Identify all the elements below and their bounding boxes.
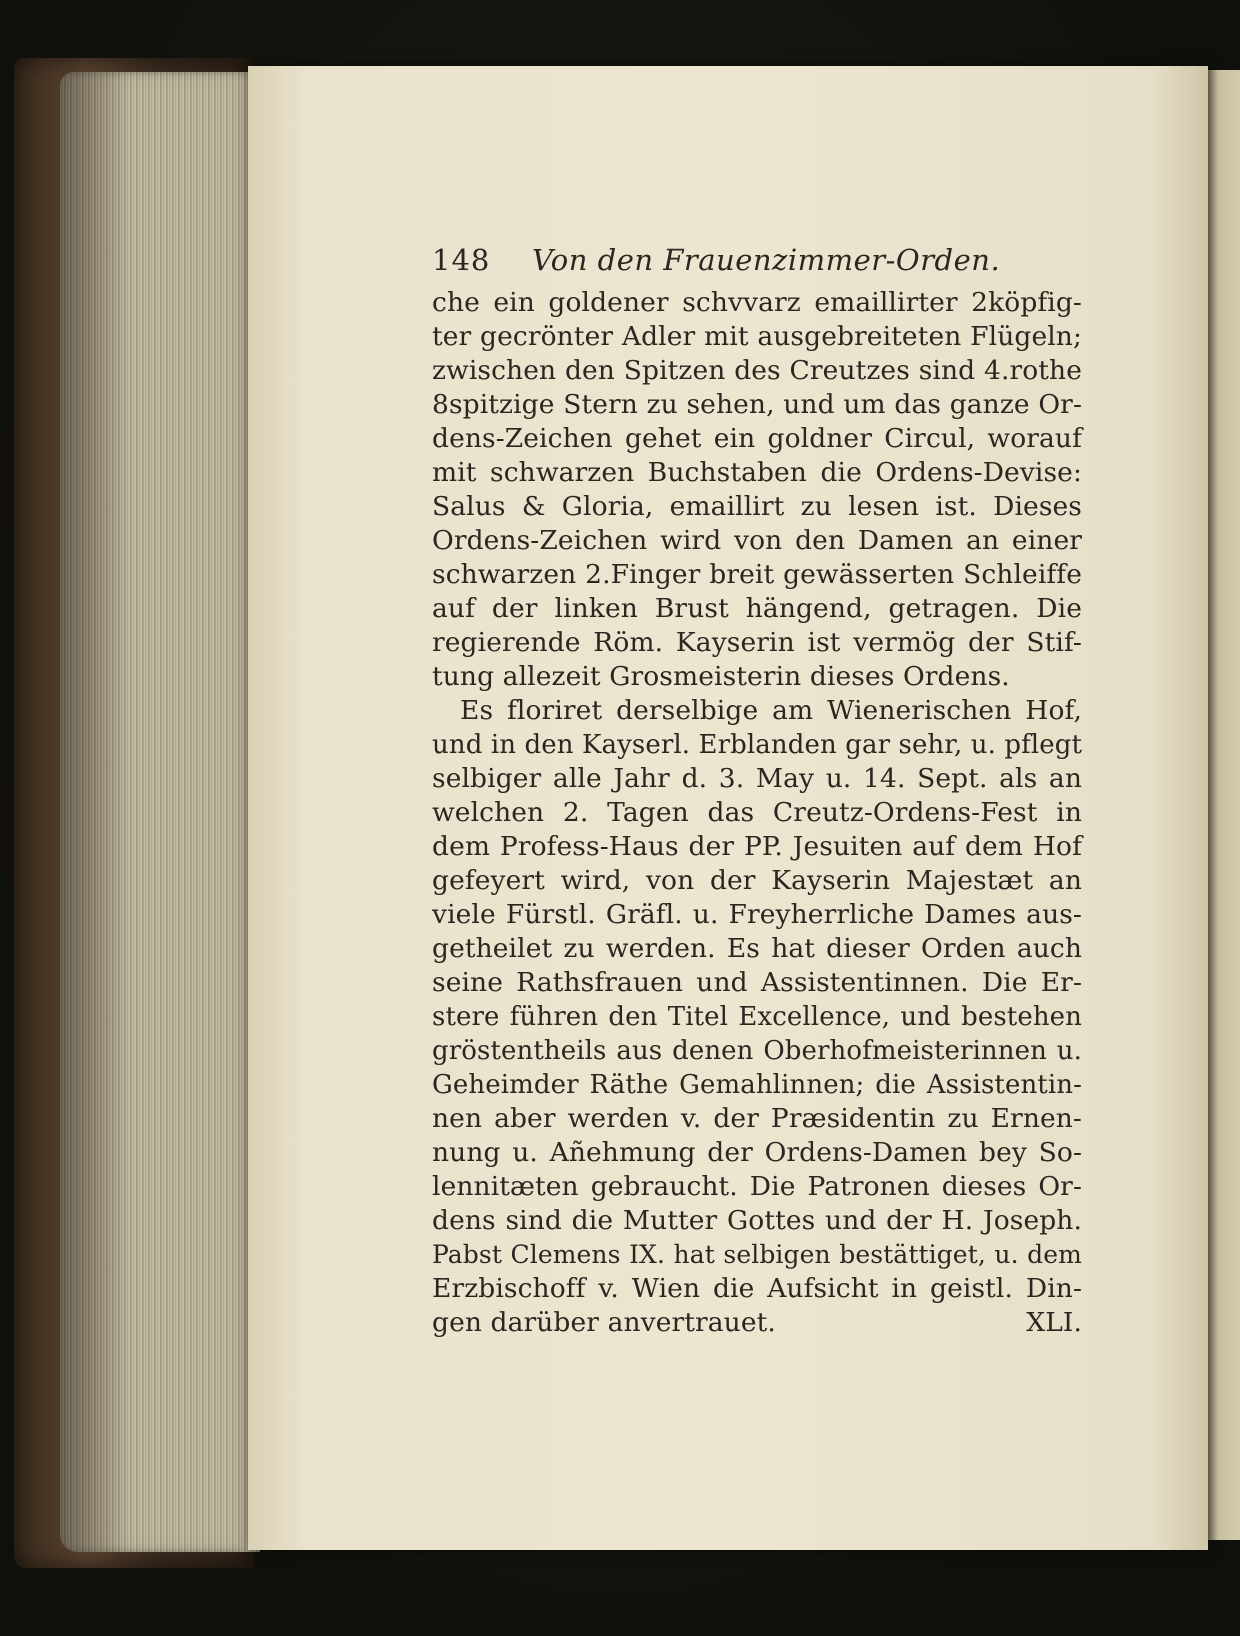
text-line: lennitæten gebraucht. Die Patronen dieses Or- <box>432 1171 1082 1202</box>
text-line: mit schwarzen Buchstaben die Ordens-Devise: <box>432 457 1082 488</box>
text-line: stere führen den Titel Excellence, und bestehen <box>432 1002 1082 1032</box>
text-line: Salus & Gloria, emaillirt zu lesen ist. Dieses <box>432 491 1082 522</box>
catchword: XLI. <box>1026 1307 1082 1338</box>
text-line: nung u. Añehmung der Ordens-Damen bey So- <box>432 1137 1082 1168</box>
text-line: dem Profess-Haus der PP. Jesuiten auf dem Hof <box>432 831 1082 862</box>
page-number: 148 <box>432 243 491 277</box>
text-line: ter gecrönter Adler mit ausgebreiteten Flügeln; <box>432 321 1082 352</box>
text-line: schwarzen 2.Finger breit gewässerten Schleiffe <box>432 559 1082 590</box>
text-line: getheilet zu werden. Es hat dieser Orden auch <box>432 933 1082 964</box>
text-line: gen darüber anvertrauet. <box>432 1307 776 1338</box>
text-line: Erzbischoff v. Wien die Aufsicht in geistl. Din- <box>432 1273 1082 1304</box>
text-line: che ein goldener schvvarz emaillirter 2köpfig- <box>432 287 1082 318</box>
text-line: nen aber werden v. der Præsidentin zu Ernen- <box>432 1103 1082 1134</box>
body-text <box>432 286 1082 1340</box>
text-line: viele Fürstl. Gräfl. u. Freyherrliche Dames aus- <box>432 899 1082 930</box>
text-line: Es floriret derselbige am Wienerischen Hof, <box>460 695 1082 726</box>
text-line: zwischen den Spitzen des Creutzes sind 4.rothe <box>432 355 1082 386</box>
final-line <box>432 1306 1082 1340</box>
running-head-title: Von den Frauenzimmer-Orden. <box>532 243 1001 277</box>
text-line: welchen 2. Tagen das Creutz-Ordens-Fest in <box>432 797 1082 828</box>
facing-page-edge <box>1206 70 1240 1540</box>
text-line: und in den Kayserl. Erblanden gar sehr, u. pflegt <box>432 730 1082 760</box>
text-line: tung allezeit Grosmeisterin dieses Ordens. <box>432 661 1010 692</box>
text-line: selbiger alle Jahr d. 3. May u. 14. Sept. als an <box>432 763 1082 794</box>
text-line: dens-Zeichen gehet ein goldner Circul, worauf <box>432 423 1082 454</box>
text-line: gröstentheils aus denen Oberhofmeisterinnen u. <box>432 1036 1082 1066</box>
print-area <box>432 236 1082 1340</box>
running-head <box>432 236 1082 284</box>
page-edges <box>60 72 260 1552</box>
text-line: seine Rathsfrauen und Assistentinnen. Die Er- <box>432 967 1082 998</box>
text-line: Geheimder Räthe Gemahlinnen; die Assistentin- <box>432 1070 1082 1100</box>
text-line: auf der linken Brust hängend, getragen. Die <box>432 593 1082 624</box>
text-line: dens sind die Mutter Gottes und der H. Joseph. <box>432 1205 1082 1236</box>
text-line: regierende Röm. Kayserin ist vermög der Stif- <box>432 627 1082 658</box>
text-line: Pabst Clemens IX. hat selbigen bestättiget, u. dem <box>432 1240 1082 1269</box>
text-line: gefeyert wird, von der Kayserin Majestæt an <box>432 865 1082 896</box>
text-line: 8spitzige Stern zu sehen, und um das ganze Or- <box>432 389 1082 420</box>
text-line: Ordens-Zeichen wird von den Damen an einer <box>432 525 1082 556</box>
